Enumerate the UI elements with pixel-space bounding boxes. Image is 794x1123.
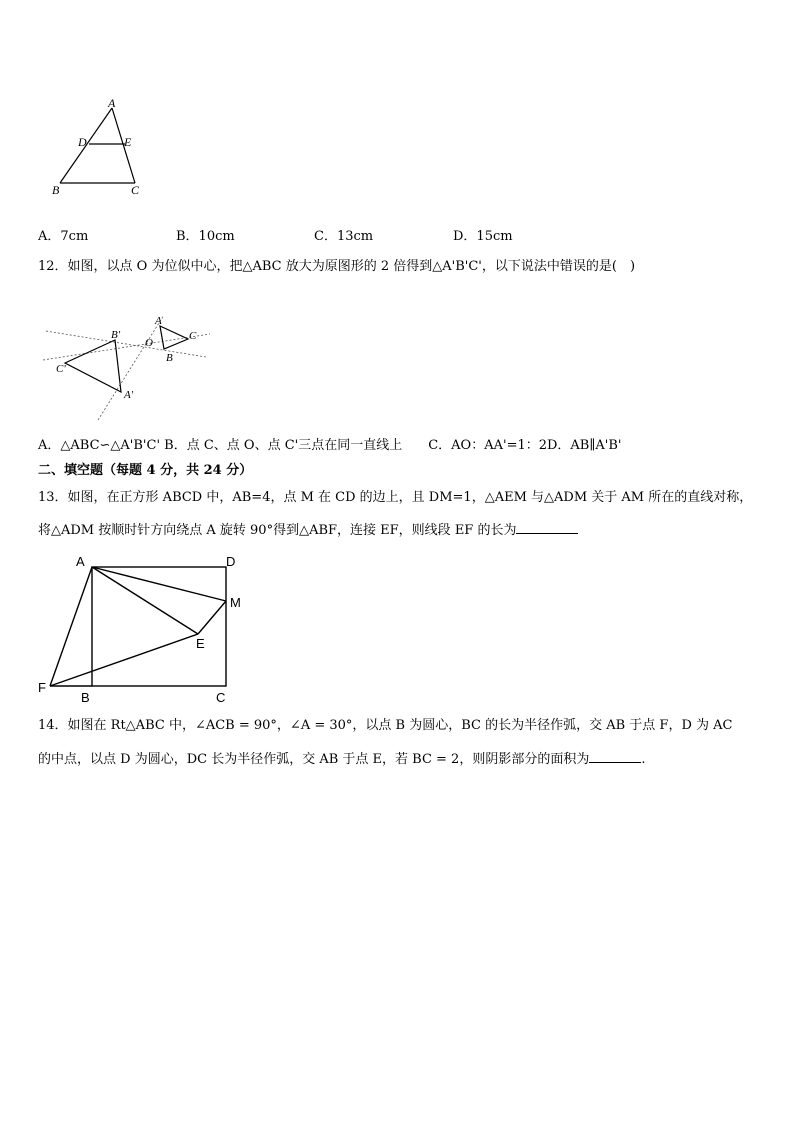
q13-answer-blank xyxy=(516,521,578,534)
dotted-line-2 xyxy=(46,331,206,357)
label-d: D xyxy=(78,135,87,149)
q11-option-c: C．13cm xyxy=(314,229,374,244)
figure-q13-square xyxy=(36,550,256,708)
label-b: B xyxy=(166,352,173,364)
label-a: A xyxy=(108,96,116,110)
figure-q11-triangle xyxy=(40,92,160,202)
label-c-prime: C' xyxy=(56,363,66,375)
q13-line1: 13．如图，在正方形 ABCD 中，AB=4，点 M 在 CD 的边上，且 DM=1，△AEM 与△ADM 关于 AM 所在的直线对称， xyxy=(38,490,753,505)
q14-line1: 14．如图在 Rt△ABC 中，∠ACB = 90°，∠A = 30°，以点 B 为圆心，BC 的长为半径作弧，交 AB 于点 F，D 为 AC xyxy=(38,718,733,733)
segment-af xyxy=(50,567,92,686)
label-c: C xyxy=(131,183,140,197)
q12-options: A．△ABC∽△A'B'C' B．点 C、点 O、点 C'三点在同一直线上 C．AO：AA'=1：2D．AB∥A'B' xyxy=(38,438,622,453)
q14-answer-blank xyxy=(589,750,641,763)
section-heading: 二、填空题（每题 4 分，共 24 分） xyxy=(38,463,253,478)
label-c: C xyxy=(189,330,197,342)
label-d: D xyxy=(226,554,236,569)
label-b: B xyxy=(81,690,90,705)
q11-option-a: A．7cm xyxy=(38,229,89,244)
small-triangle xyxy=(160,326,188,349)
q14-line2-text: 的中点，以点 D 为圆心，DC 长为半径作弧，交 AB 于点 E，若 BC = 2，则阴影部分的面积为 xyxy=(38,752,590,767)
q14-line2 xyxy=(38,750,645,768)
q13-line2 xyxy=(38,521,578,539)
q11-option-b: B．10cm xyxy=(176,229,235,244)
square-abcd xyxy=(92,567,226,686)
label-a-prime: A' xyxy=(124,389,134,401)
q13-line2-text: 将△ADM 按顺时针方向绕点 A 旋转 90°得到△ABF，连接 EF，则线段 EF 的长为 xyxy=(38,523,517,538)
label-e: E xyxy=(124,135,132,149)
q11-option-d: D．15cm xyxy=(453,229,513,244)
label-f: F xyxy=(38,680,46,695)
segment-em xyxy=(198,601,226,634)
q12-text: 12．如图，以点 O 为位似中心，把△ABC 放大为原图形的 2 倍得到△A'B'C'，以下说法中错误的是( ) xyxy=(38,259,636,274)
label-o: O xyxy=(145,337,153,349)
label-b-prime: B' xyxy=(111,329,121,341)
label-a: A xyxy=(76,554,85,569)
label-m: M xyxy=(230,595,241,610)
segment-ef xyxy=(50,634,198,686)
dotted-line-3 xyxy=(98,315,164,420)
label-a: A xyxy=(155,315,162,327)
q14-line2-end: . xyxy=(641,752,646,767)
label-c: C xyxy=(216,690,226,705)
segment-am xyxy=(92,567,226,601)
big-triangle xyxy=(65,340,121,392)
figure-q12-homothety xyxy=(38,310,218,425)
segment-ae xyxy=(92,567,198,634)
label-e: E xyxy=(196,636,205,651)
label-b: B xyxy=(52,183,60,197)
